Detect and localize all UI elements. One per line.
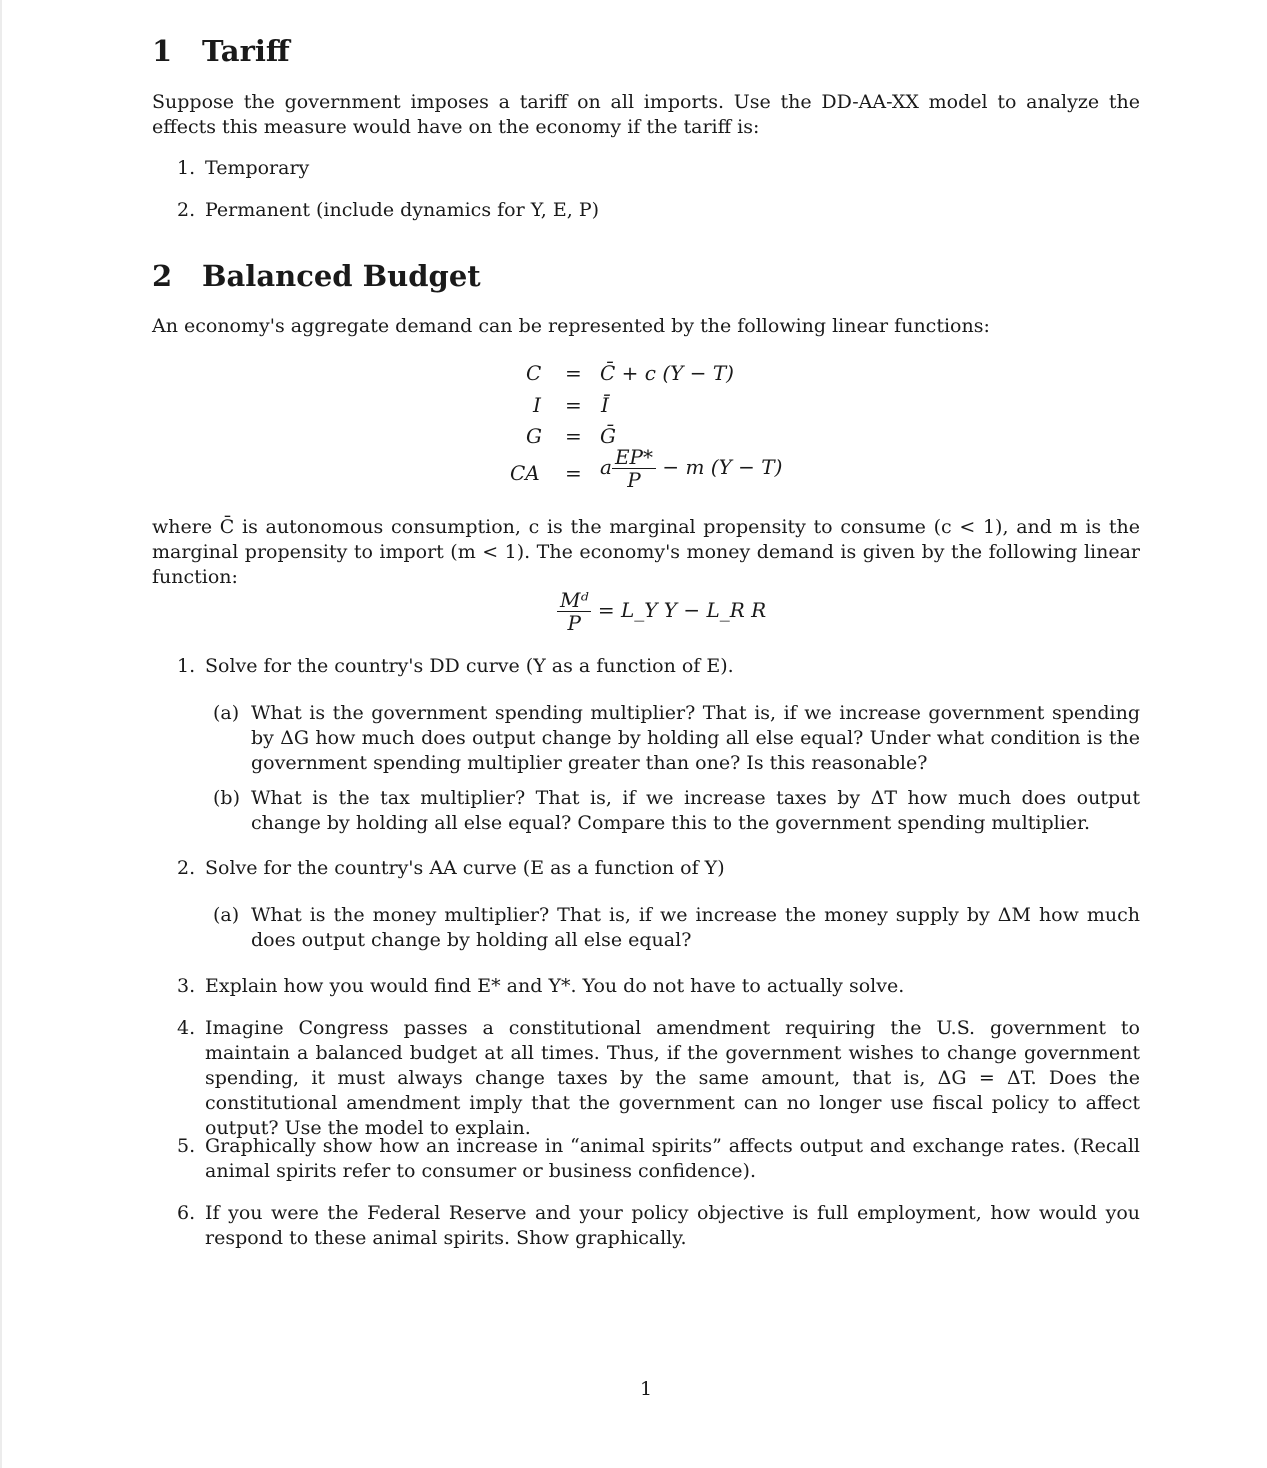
equation-rhs: Ī [601,393,609,417]
equation-rel: = [565,393,582,417]
page-number: 1 [640,1378,653,1400]
section-number: 1 [152,34,173,68]
equation-lhs: I [533,393,541,417]
where-paragraph: where C̄ is autonomous consumption, c is the marginal propensity to consume (c < 1), and m is the marginal propensity to import (m < 1). The economy's money demand is given by the following linear function: [152,516,1140,588]
tariff-intro: Suppose the government imposes a tariff on all imports. Use the DD-AA-XX model to analyze the effects this measure would have on the economy if the tariff is: [152,91,1140,138]
section-title: Tariff [202,34,290,68]
section-title: Balanced Budget [202,259,481,293]
balanced-budget-intro: An economy's aggregate demand can be represented by the following linear functions: [152,315,990,337]
equation-rhs: Ḡ [600,424,616,448]
equation-rel: = [565,461,582,485]
equation-rhs-ca: a $\frac{EP*}{P}$ − m (Y − T) [600,445,783,492]
question-item: 2. Solve for the country's AA curve (E as a function of Y) [177,857,725,879]
question-item: 3. Explain how you would find E* and Y*. You do not have to actually solve. [177,975,905,997]
list-item: 1. Temporary [177,157,310,179]
question-item: 5. Graphically show how an increase in “animal spirits” affects output and exchange rates. (Recall animal spirits refer to consumer or business confidence). [177,1135,1140,1182]
sub-question-item: (b) What is the tax multiplier? That is, if we increase taxes by ΔT how much does output change by holding all else equal? Compare this to the government spending multiplier. [213,787,1140,834]
section-heading-tariff [152,34,290,68]
question-item: 4. Imagine Congress passes a constitutional amendment requiring the U.S. government to maintain a balanced budget at all times. Thus, if the government wishes to change government spending, it must always change taxes by the same amount, that is, ΔG = ΔT. Does the constitutional amendment imply that the government can no longer use fiscal policy to affect output? Use the model to explain. [177,1017,1140,1139]
equation-rel: = [565,361,582,385]
question-item: 1. Solve for the country's DD curve (Y as a function of E). [177,655,734,677]
sub-question-item: (a) What is the money multiplier? That is, if we increase the money supply by ΔM how much does output change by holding all else equal? [213,904,1140,951]
fraction: $\frac{\text{Mᵈ}}{P}$ [557,589,591,634]
question-item: 6. If you were the Federal Reserve and your policy objective is full employment, how would you respond to these animal spirits. Show graphically. [177,1202,1140,1249]
list-item: 2. Permanent (include dynamics for Y, E, P) [177,199,600,221]
equation-rhs: C̄ + c (Y − T) [600,361,734,385]
equation-lhs: G [526,424,542,448]
equation-lhs: C [526,361,542,385]
fraction: $\frac{EP*}{P}$ [612,446,656,491]
equation-lhs: CA [510,461,540,485]
sub-question-item: (a) What is the government spending multiplier? That is, if we increase government spending by ΔG how much does output change by holding all else equal? Under what condition is the government spending multiplier greater than one? Is this reasonable? [213,702,1140,774]
page-edge [0,0,2,1468]
money-demand-equation: $\frac{\text{Mᵈ}}{P}$ = L_Y Y − L_R R [557,589,766,634]
equation-rel: = [565,424,582,448]
section-number: 2 [152,259,173,293]
section-heading-balanced-budget [152,259,481,293]
